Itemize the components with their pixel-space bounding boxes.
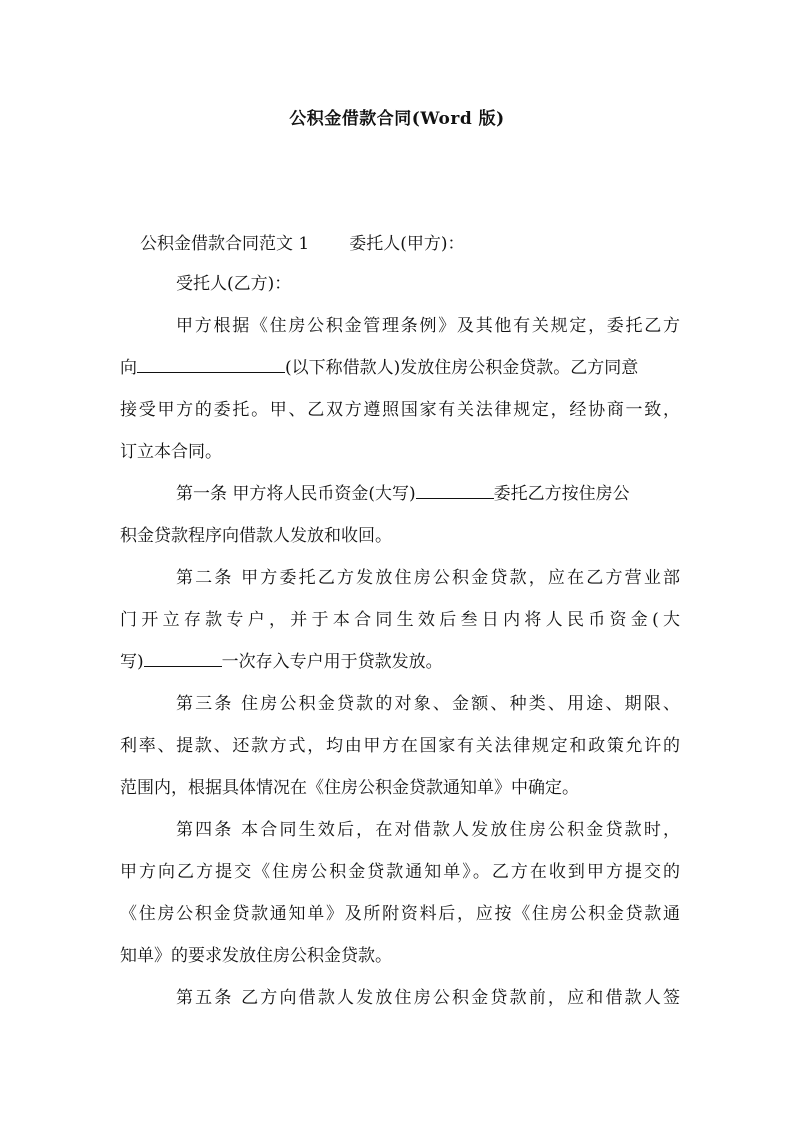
document-title: 公积金借款合同(Word 版) [289,109,505,129]
article-4-line-2: 甲方向乙方提交《住房公积金贷款通知单》。乙方在收到甲方提交的 [120,862,680,882]
deposit-amount-blank [144,650,222,667]
party-b-label: 受托人(乙方)： [176,274,292,294]
article-4-line-3: 《住房公积金贷款通知单》及所附资料后，应按《住房公积金贷款通 [120,904,680,924]
sample-label: 公积金借款合同范文 1 [140,234,310,254]
article-4-line-1: 第四条 本合同生效后，在对借款人发放住房公积金贷款时， [176,820,680,840]
article-3-line-2: 利率、提款、还款方式，均由甲方在国家有关法律规定和政策允许的 [120,736,680,756]
article-2-line-2: 门开立存款专户，并于本合同生效后叁日内将人民币资金(大 [120,610,680,630]
article-1-line-2: 积金贷款程序向借款人发放和收回。 [120,526,392,546]
intro-line [140,232,700,256]
article-1-line-1: 第一条 甲方将人民币资金(大写) 委托乙方按住房公 [176,484,630,504]
preamble-line-3: 接受甲方的委托。甲、乙双方遵照国家有关法律规定，经协商一致， [120,400,680,420]
preamble-line-2: 向 (以下称借款人)发放住房公积金贷款。乙方同意 [120,358,639,378]
article-3-line-3: 范围内，根据具体情况在《住房公积金贷款通知单》中确定。 [120,778,579,798]
article-5-line-1: 第五条 乙方向借款人发放住房公积金贷款前，应和借款人签 [176,988,680,1008]
preamble-line-1: 甲方根据《住房公积金管理条例》及其他有关规定，委托乙方 [176,316,680,336]
party-a-label: 委托人(甲方)： [349,234,465,254]
article-4-line-4: 知单》的要求发放住房公积金贷款。 [120,946,392,966]
borrower-blank [137,356,285,373]
article-2-line-3: 写) 一次存入专户用于贷款发放。 [120,652,443,672]
amount-blank [416,482,494,499]
preamble-line-4: 订立本合同。 [120,442,222,462]
article-2-line-1: 第二条 甲方委托乙方发放住房公积金贷款，应在乙方营业部 [176,568,680,588]
article-3-line-1: 第三条 住房公积金贷款的对象、金额、种类、用途、期限、 [176,694,680,714]
